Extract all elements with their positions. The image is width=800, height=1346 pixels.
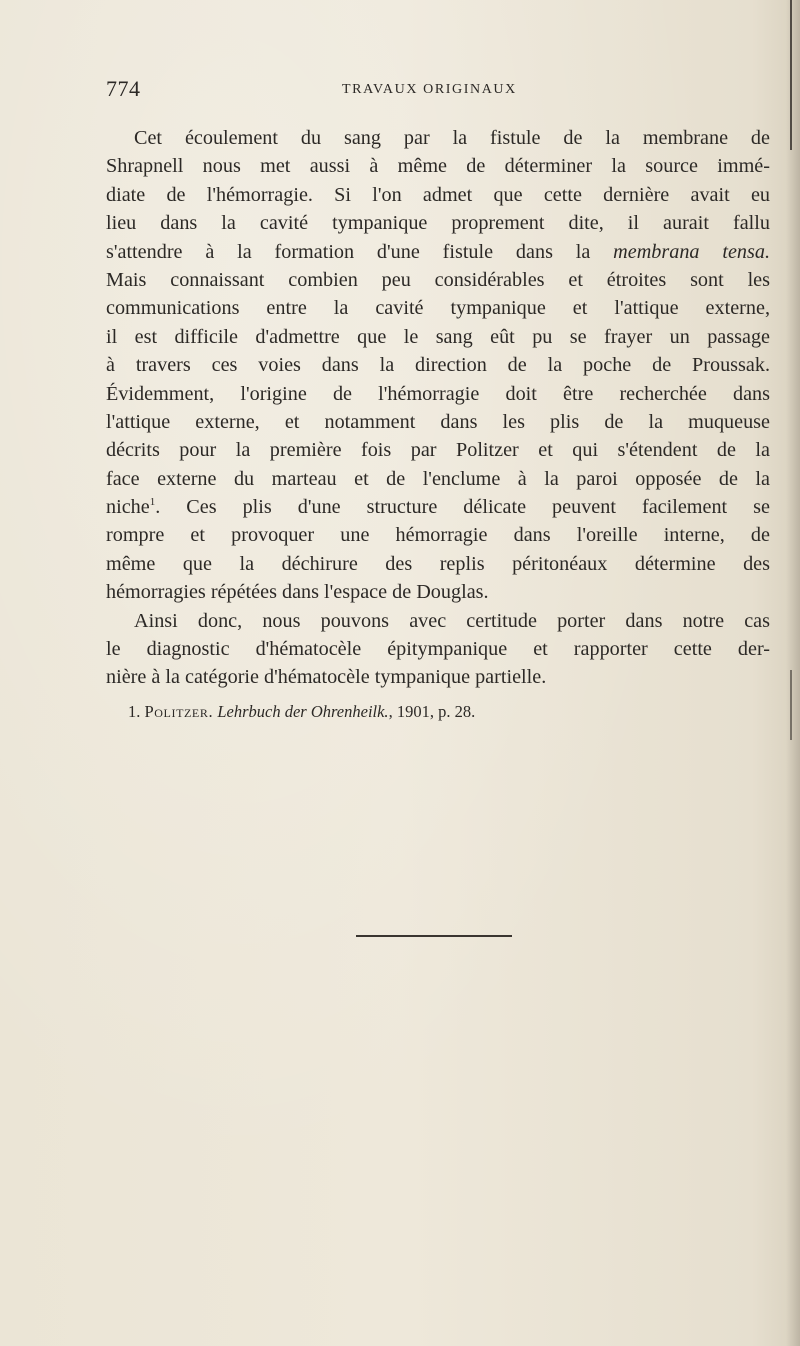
text-line: il est difficile d'admettre que le sang eût pu se frayer un passage	[106, 325, 770, 348]
paragraph-indent	[106, 127, 134, 149]
text-line-content: Ainsi donc, nous pouvons avec certitude porter dans notre cas	[134, 609, 770, 632]
italic-term: membrana tensa.	[613, 240, 770, 263]
text-line-content: niche	[106, 496, 150, 519]
text-line: Shrapnell nous met aussi à même de déterminer la source immé-	[106, 155, 770, 178]
text-line: décrits pour la première fois par Politzer et qui s'étendent de la	[106, 439, 770, 462]
section-divider	[356, 935, 512, 937]
text-line: nière à la catégorie d'hématocèle tympanique partielle.	[106, 666, 547, 689]
text-line: diate de l'hémorragie. Si l'on admet que cette dernière avait eu	[106, 183, 770, 206]
footnote-reference: 1	[149, 496, 156, 509]
text-line: le diagnostic d'hématocèle épitympanique et rapporter cette der-	[106, 638, 770, 661]
running-head: TRAVAUX ORIGINAUX	[342, 82, 517, 97]
page-gutter-shadow	[786, 0, 800, 1346]
text-line	[106, 493, 770, 521]
page-number: 774	[106, 76, 141, 101]
text-line: à travers ces voies dans la direction de la poche de Proussak.	[106, 354, 770, 377]
footnote-details: , 1901, p. 28.	[388, 702, 476, 721]
paragraph-indent	[106, 610, 134, 632]
page-edge-mark-lower	[790, 670, 792, 740]
text-line: face externe du marteau et de l'enclume à la paroi opposée de la	[106, 467, 770, 490]
text-line: Évidemment, l'origine de l'hémorragie doit être recherchée dans	[106, 382, 770, 405]
text-line: communications entre la cavité tympanique et l'attique externe,	[106, 297, 770, 320]
text-line: Mais connaissant combien peu considérables et étroites sont les	[106, 268, 770, 291]
text-line: rompre et provoquer une hémorragie dans l'oreille interne, de	[106, 524, 770, 547]
text-line	[106, 124, 770, 152]
page-header	[106, 76, 786, 106]
footnote-number: 1.	[128, 702, 141, 721]
text-line	[106, 607, 770, 635]
footnote-title: Lehrbuch der Ohrenheilk.	[217, 702, 389, 721]
page-edge-mark	[790, 0, 792, 150]
text-line-content: s'attendre à la formation d'une fistule dans la	[106, 240, 591, 263]
text-line: l'attique externe, et notamment dans les plis de la muqueuse	[106, 410, 770, 433]
text-line: lieu dans la cavité tympanique proprement dite, il aurait fallu	[106, 212, 770, 235]
text-line	[106, 238, 770, 266]
footnote	[128, 702, 475, 722]
text-line-content: Cet écoulement du sang par la fistule de la membrane de	[134, 127, 770, 149]
body-text	[106, 124, 770, 692]
footnote-author: Politzer.	[144, 702, 214, 721]
text-line: même que la déchirure des replis péritonéaux détermine des	[106, 552, 770, 575]
text-line: hémorragies répétées dans l'espace de Douglas.	[106, 581, 489, 604]
text-line-content: . Ces plis d'une structure délicate peuvent facilement se	[155, 496, 770, 519]
